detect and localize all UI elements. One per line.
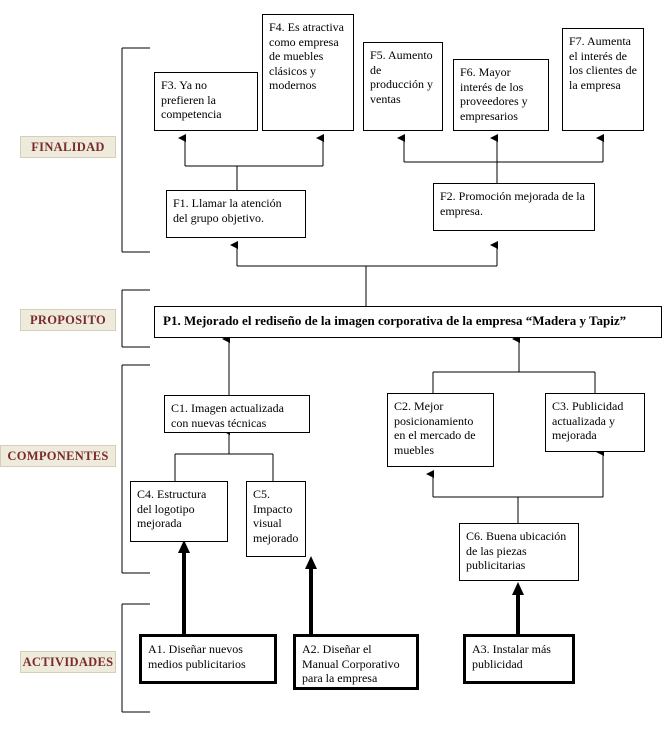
connector-c4-c5-to-c1: [175, 431, 273, 481]
box-f6: F6. Mayor interés de los proveedores y empresarios: [453, 59, 549, 131]
connector-a3-to-c6: [512, 582, 524, 634]
connector-c2-c3-to-p1: [433, 339, 595, 393]
box-c1: C1. Imagen actualizada con nuevas técnicas: [164, 395, 310, 433]
section-label-finalidad: FINALIDAD: [20, 136, 116, 158]
section-label-actividades: ACTIVIDADES: [20, 651, 116, 673]
section-label-proposito: PROPOSITO: [20, 309, 116, 331]
box-p1: P1. Mejorado el rediseño de la imagen corporativa de la empresa “Madera y Tapiz”: [154, 306, 662, 338]
connector-f1-to-f3-f4: [185, 138, 323, 190]
box-f3: F3. Ya no prefieren la competencia: [154, 72, 258, 131]
box-a1: A1. Diseñar nuevos medios publicitarios: [139, 634, 277, 684]
box-c6: C6. Buena ubicación de las piezas publicitarias: [459, 523, 579, 581]
box-f7: F7. Aumenta el interés de los clientes de la empresa: [562, 28, 644, 131]
section-label-componentes: COMPONENTES: [0, 445, 116, 467]
connector-a2-to-c5: [305, 556, 317, 634]
box-f2: F2. Promoción mejorada de la empresa.: [433, 183, 595, 231]
connector-f2-to-f5-f6-f7: [404, 138, 603, 183]
box-c5: C5. Impacto visual mejorado: [246, 481, 306, 557]
bracket-finalidad: [122, 48, 150, 252]
box-a2: A2. Diseñar el Manual Corporativo para la empresa: [293, 634, 419, 690]
box-f4: F4. Es atractiva como empresa de muebles clásicos y modernos: [262, 14, 354, 131]
bracket-proposito: [122, 290, 150, 347]
connector-a1-to-c4: [178, 540, 190, 634]
box-c3: C3. Publicidad actualizada y mejorada: [545, 393, 645, 452]
box-f5: F5. Aumento de producción y ventas: [363, 42, 443, 131]
box-c2: C2. Mejor posicionamiento en el mercado de muebles: [387, 393, 494, 467]
connector-p1-to-f1-f2: [237, 245, 497, 306]
box-a3: A3. Instalar más publicidad: [463, 634, 575, 684]
box-c4: C4. Estructura del logotipo mejorada: [130, 481, 228, 542]
box-f1: F1. Llamar la atención del grupo objetivo.: [166, 190, 306, 238]
